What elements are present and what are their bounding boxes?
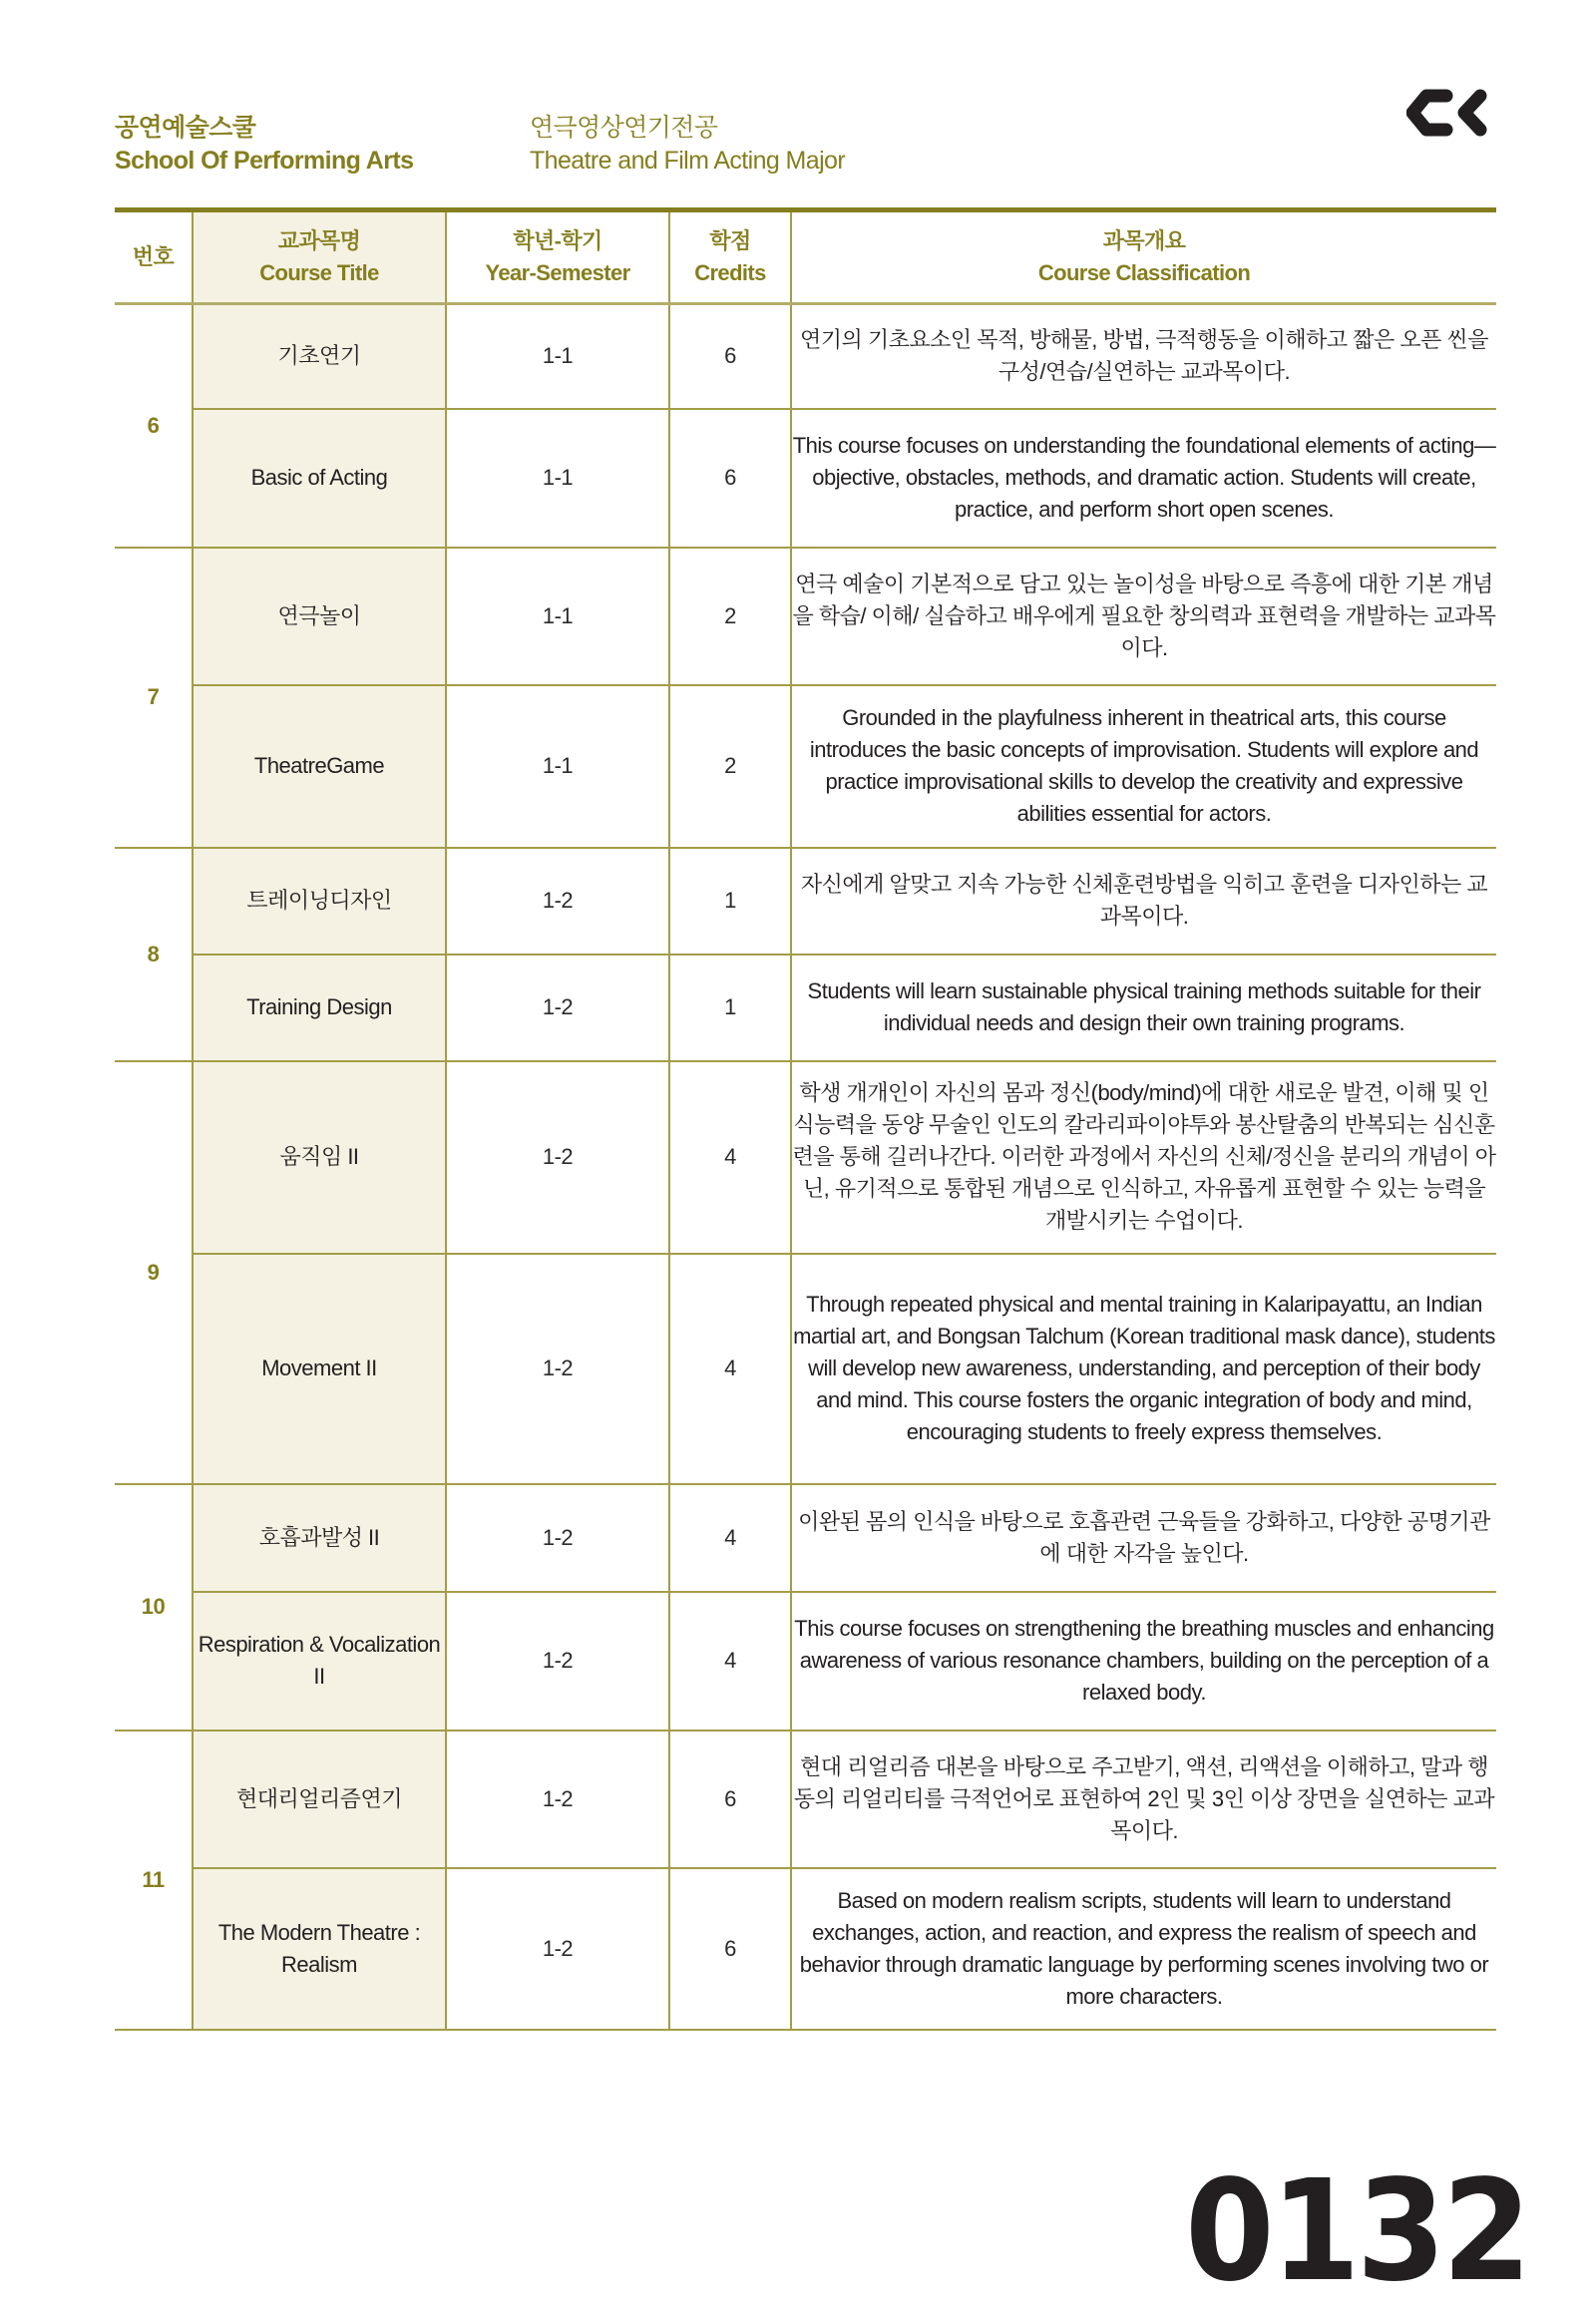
course-description-en: Grounded in the playfulness inherent in theatrical arts, this course introduces the basic concepts of improvisation. Students will explore and practice improvisational skills to develop the creativity and expressive abilities essential for actors. (791, 685, 1496, 848)
course-table (115, 207, 1496, 2031)
year-semester: 1-2 (446, 1061, 669, 1254)
table-row (115, 848, 1496, 955)
course-title-en: Training Design (193, 955, 446, 1061)
table-row (115, 409, 1496, 548)
credits: 6 (669, 1868, 791, 2030)
year-semester: 1-1 (446, 685, 669, 848)
course-title-en: Respiration & Vocalization II (193, 1592, 446, 1731)
table-header-row (115, 210, 1496, 304)
credits: 4 (669, 1592, 791, 1731)
course-title-ko: 연극놀이 (193, 548, 446, 685)
credits: 4 (669, 1484, 791, 1592)
table-row (115, 1484, 1496, 1592)
table-row (115, 1592, 1496, 1731)
course-description-en: Based on modern realism scripts, students will learn to understand exchanges, action, and reaction, and express the realism of speech and behavior through dramatic language by performing scenes involving two or more characters. (791, 1868, 1496, 2030)
year-semester: 1-2 (446, 1592, 669, 1731)
header-credits: 학점 Credits (669, 210, 791, 304)
credits: 2 (669, 685, 791, 848)
course-title-en: Movement II (193, 1254, 446, 1484)
year-semester: 1-2 (446, 955, 669, 1061)
table-row (115, 304, 1496, 409)
table-row (115, 1254, 1496, 1484)
credits: 2 (669, 548, 791, 685)
course-title-ko: 움직임 II (193, 1061, 446, 1254)
credits: 6 (669, 409, 791, 548)
table-row (115, 1061, 1496, 1254)
row-number: 11 (115, 1731, 193, 2030)
year-semester: 1-2 (446, 1254, 669, 1484)
table-row (115, 955, 1496, 1061)
row-number: 8 (115, 848, 193, 1061)
course-description-en: Through repeated physical and mental training in Kalaripayattu, an Indian martial art, and Bongsan Talchum (Korean traditional mask dance), students will develop new awareness, understanding, and perception of their body and mind. This course fosters the organic integration of body and mind, encouraging students to freely express themselves. (791, 1254, 1496, 1484)
ck-logo-icon (1406, 88, 1496, 138)
page-number: 0132 (1185, 2150, 1528, 2313)
table-row (115, 548, 1496, 685)
credits: 4 (669, 1254, 791, 1484)
table-row (115, 1868, 1496, 2030)
course-title-en: Basic of Acting (193, 409, 446, 548)
year-semester: 1-1 (446, 304, 669, 409)
course-title-ko: 기초연기 (193, 304, 446, 409)
header-course-title: 교과목명 Course Title (193, 210, 446, 304)
year-semester: 1-2 (446, 1731, 669, 1868)
major-name-ko: 연극영상연기전공 (530, 114, 718, 142)
major-name-en: Theatre and Film Acting Major (530, 147, 846, 175)
course-title-ko: 현대리얼리즘연기 (193, 1731, 446, 1868)
row-number: 7 (115, 548, 193, 848)
credits: 1 (669, 955, 791, 1061)
row-number: 9 (115, 1061, 193, 1484)
table-row (115, 685, 1496, 848)
table-row (115, 1731, 1496, 1868)
course-description-ko: 이완된 몸의 인식을 바탕으로 호흡관련 근육들을 강화하고, 다양한 공명기관에 대한 자각을 높인다. (791, 1484, 1496, 1592)
major-heading (530, 112, 845, 178)
school-heading (115, 112, 413, 178)
school-name-ko: 공연예술스쿨 (115, 114, 256, 142)
course-title-en: The Modern Theatre : Realism (193, 1868, 446, 2030)
credits: 6 (669, 1731, 791, 1868)
credits: 1 (669, 848, 791, 955)
year-semester: 1-2 (446, 1484, 669, 1592)
credits: 6 (669, 304, 791, 409)
course-title-ko: 트레이닝디자인 (193, 848, 446, 955)
header-year-semester: 학년-학기 Year-Semester (446, 210, 669, 304)
course-description-en: Students will learn sustainable physical training methods suitable for their individual needs and design their own training programs. (791, 955, 1496, 1061)
course-description-ko: 연기의 기초요소인 목적, 방해물, 방법, 극적행동을 이해하고 짧은 오픈 씬을 구성/연습/실연하는 교과목이다. (791, 304, 1496, 409)
course-description-ko: 연극 예술이 기본적으로 담고 있는 놀이성을 바탕으로 즉흥에 대한 기본 개념을 학습/ 이해/ 실습하고 배우에게 필요한 창의력과 표현력을 개발하는 교과목이다. (791, 548, 1496, 685)
course-title-ko: 호흡과발성 II (193, 1484, 446, 1592)
credits: 4 (669, 1061, 791, 1254)
course-description-ko: 학생 개개인이 자신의 몸과 정신(body/mind)에 대한 새로운 발견, 이해 및 인식능력을 동양 무술인 인도의 칼라리파이야투와 봉산탈춤의 반복되는 심신훈련을 통해 길러나간다. 이러한 과정에서 자신의 신체/정신을 분리의 개념이 아닌, 유기적으로 통합된 개념으로 인식하고, 자유롭게 표현할 수 있는 능력을 개발시키는 수업이다. (791, 1061, 1496, 1254)
header-no: 번호 (115, 210, 193, 304)
course-description-ko: 자신에게 알맞고 지속 가능한 신체훈련방법을 익히고 훈련을 디자인하는 교과목이다. (791, 848, 1496, 955)
course-description-en: This course focuses on strengthening the breathing muscles and enhancing awareness of various resonance chambers, building on the perception of a relaxed body. (791, 1592, 1496, 1731)
year-semester: 1-1 (446, 409, 669, 548)
header-course-classification: 과목개요 Course Classification (791, 210, 1496, 304)
course-title-en: TheatreGame (193, 685, 446, 848)
course-description-en: This course focuses on understanding the foundational elements of acting—objective, obstacles, methods, and dramatic action. Students will create, practice, and perform short open scenes. (791, 409, 1496, 548)
year-semester: 1-1 (446, 548, 669, 685)
course-description-ko: 현대 리얼리즘 대본을 바탕으로 주고받기, 액션, 리액션을 이해하고, 말과 행동의 리얼리티를 극적언어로 표현하여 2인 및 3인 이상 장면을 실연하는 교과목이다. (791, 1731, 1496, 1868)
school-name-en: School Of Performing Arts (115, 147, 414, 175)
year-semester: 1-2 (446, 848, 669, 955)
year-semester: 1-2 (446, 1868, 669, 2030)
row-number: 10 (115, 1484, 193, 1731)
row-number: 6 (115, 304, 193, 548)
